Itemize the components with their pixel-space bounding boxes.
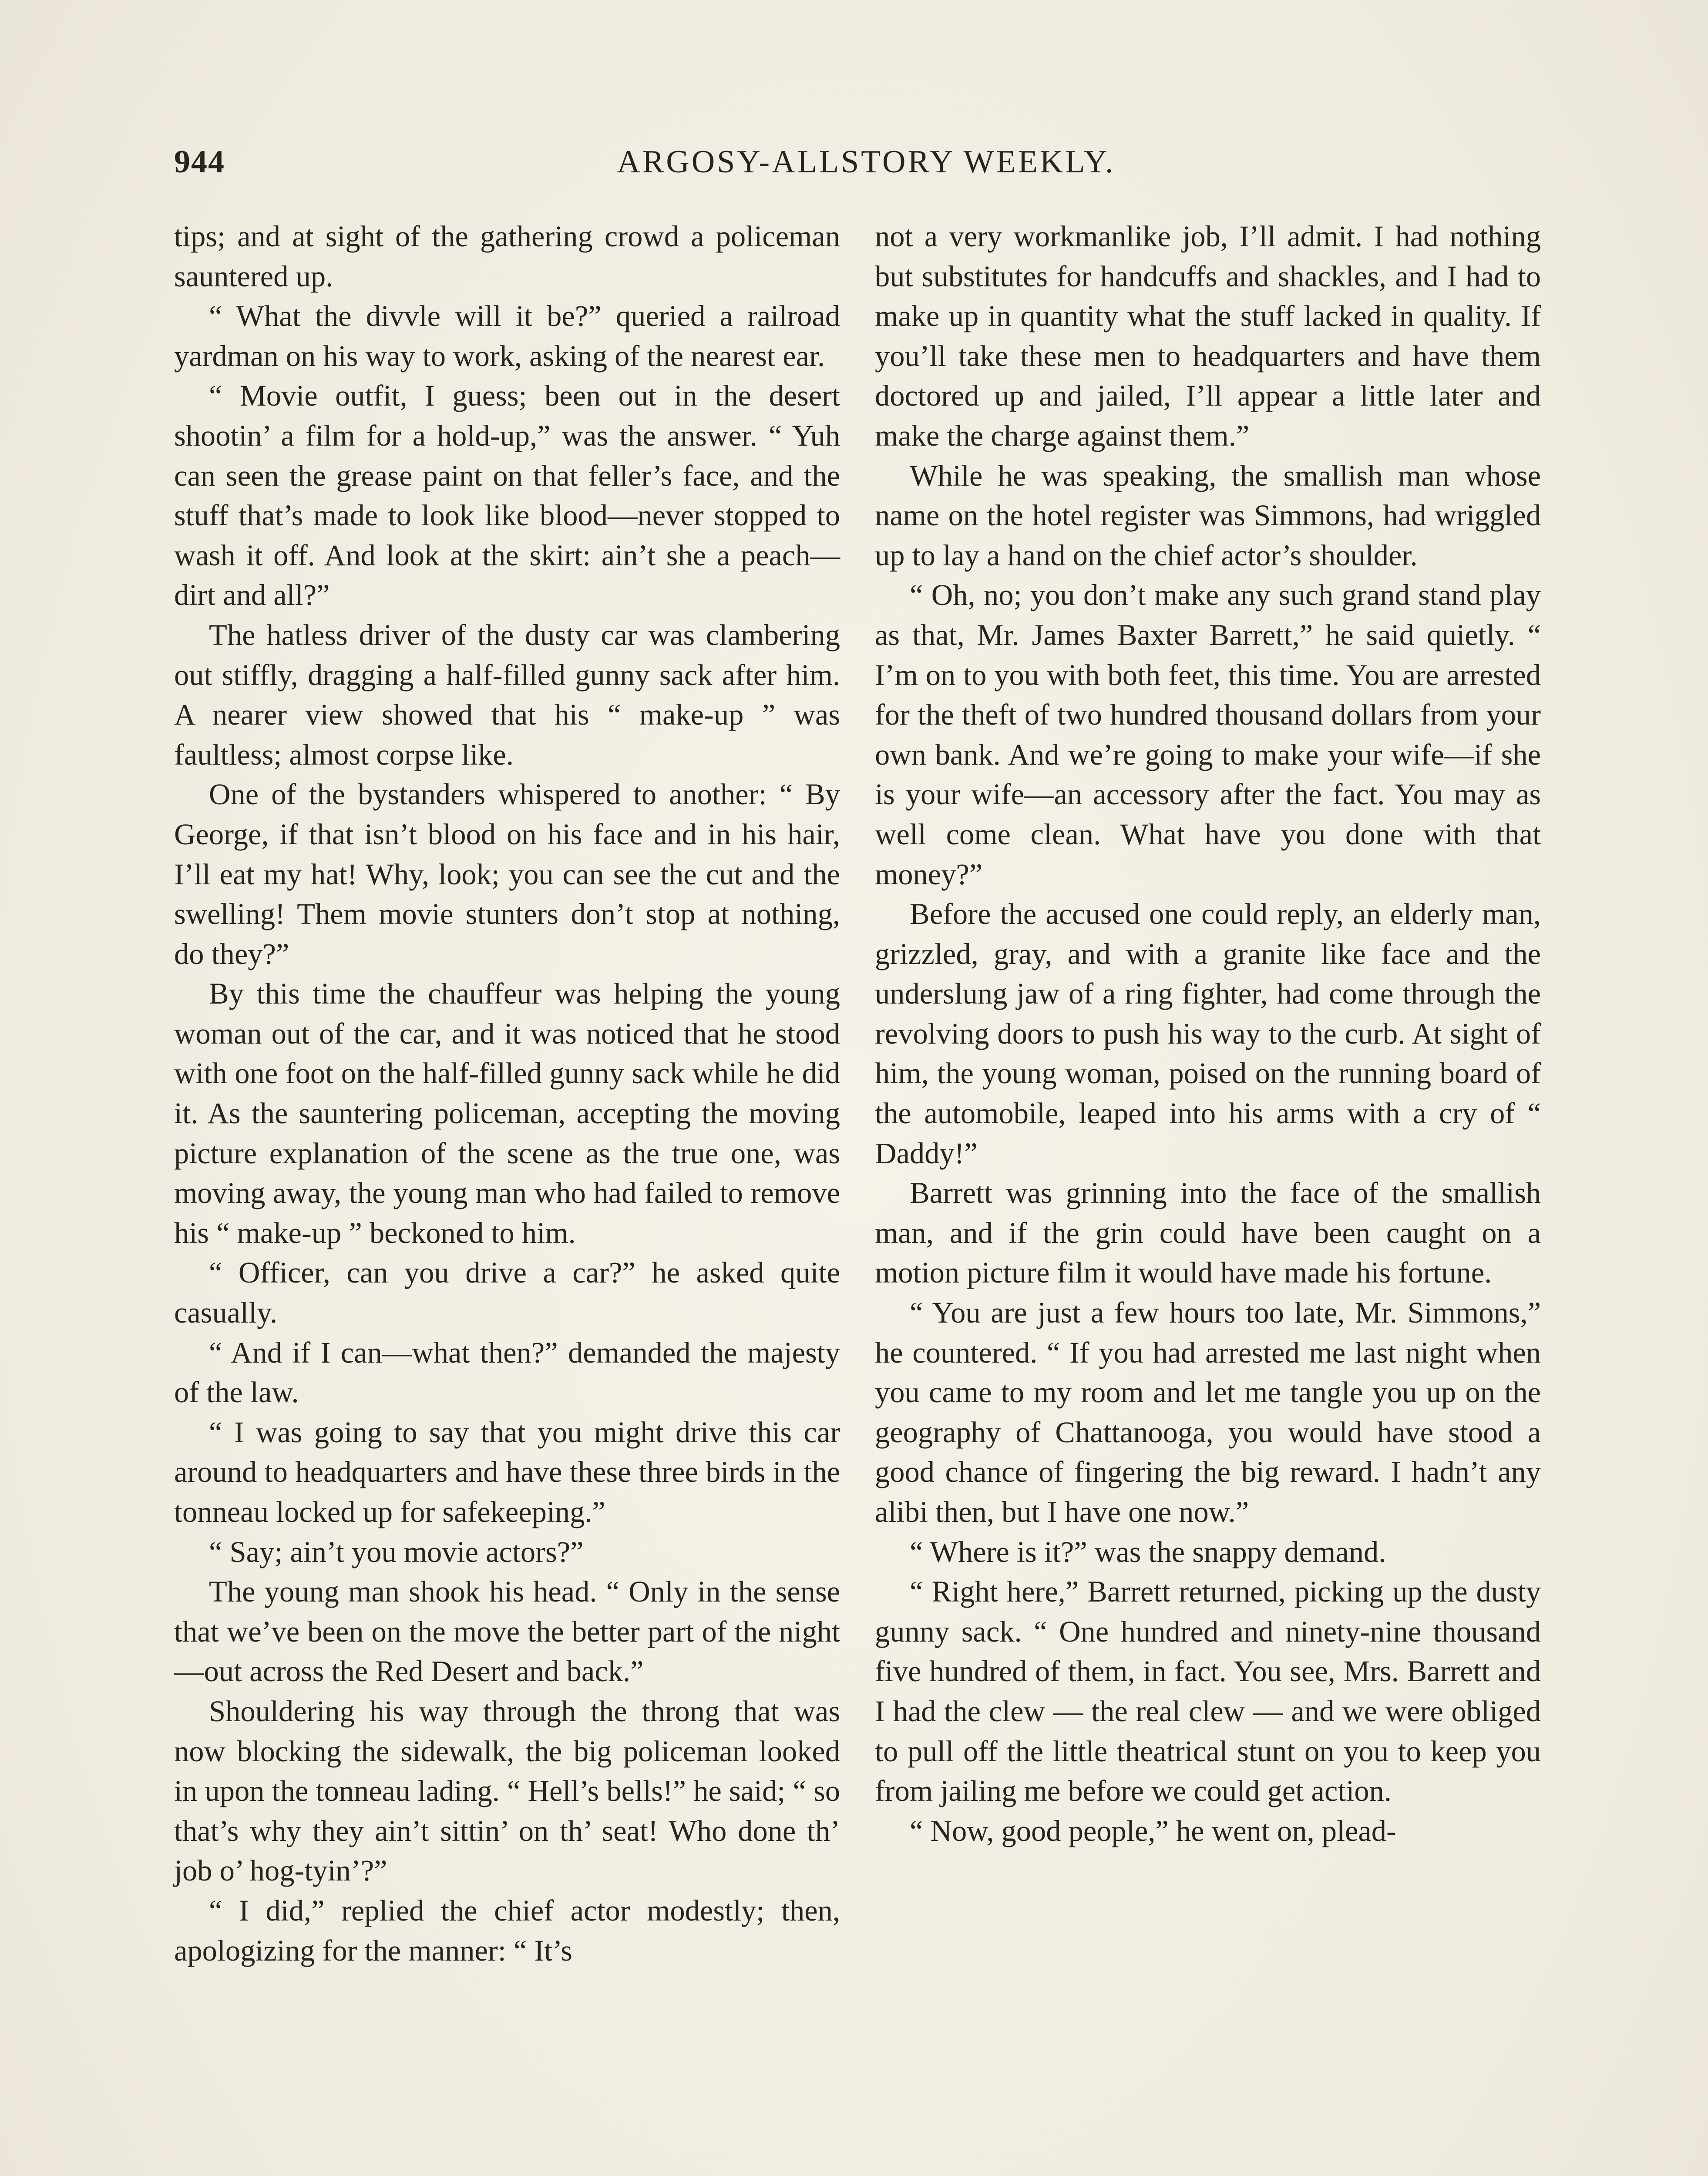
paragraph: Before the accused one could reply, an elderly man, grizzled, gray, and with a granite like face and the underslung jaw of a ring fighter, had come through the revolving doors to push his way to the curb. At sight of him, the young woman, poised on the running board of the automobile, leaped into his arms with a cry of “ Daddy!”	[875, 897, 1541, 1170]
paragraph: “ Right here,” Barrett returned, picking up the dusty gunny sack. “ One hundred and ninety-nine thousand five hundred of them, in fact. You see, Mrs. Barrett and I had the clew — the real clew — and we were obliged to pull off the little theatrical stunt on you to keep you from jailing me before we could get action.	[875, 1575, 1541, 1808]
paragraph: “ Movie outfit, I guess; been out in the desert shootin’ a film for a hold-up,” was the answer. “ Yuh can seen the grease paint on that feller’s face, and the stuff that’s made to look like blood—never stopped to wash it off. And look at the skirt: ain’t she a peach—dirt and all?”	[174, 379, 840, 612]
paragraph: not a very workmanlike job, I’ll admit. I had nothing but substitutes for handcuffs and shackles, and I had to make up in quantity what the stuff lacked in quality. If you’ll take these men to headquarters and have them doctored up and jailed, I’ll appear a little later and make the charge against them.”	[875, 220, 1541, 452]
paragraph: “ And if I can—what then?” demanded the majesty of the law.	[174, 1336, 840, 1409]
paragraph: “ Officer, can you drive a car?” he asked quite casually.	[174, 1256, 840, 1330]
paragraph: “ Now, good people,” he went on, plead-	[910, 1814, 1396, 1847]
paragraph: “ What the divvle will it be?” queried a railroad yardman on his way to work, asking of the nearest ear.	[174, 299, 840, 373]
paragraph: “ You are just a few hours too late, Mr. Simmons,” he countered. “ If you had arrested me last night when you came to my room and let me tangle you up on the geography of Chattanooga, you would have stood a good chance of fingering the big reward. I hadn’t any alibi then, but I have one now.”	[875, 1296, 1541, 1528]
paragraph: “ Say; ain’t you movie actors?”	[209, 1535, 584, 1568]
paragraph: “ I did,” replied the chief actor modestly; then, apologizing for the manner: “ It’s	[174, 1894, 840, 1967]
right-column	[875, 217, 1541, 1851]
paragraph: Shouldering his way through the throng that was now blocking the sidewalk, the big policeman looked in upon the tonneau lading. “ Hell’s bells!” he said; “ so that’s why they ain’t sittin’ on th’ seat! Who done th’ job o’ hog-tyin’?”	[174, 1694, 840, 1887]
paragraph: While he was speaking, the smallish man whose name on the hotel register was Simmons, had wriggled up to lay a hand on the chief actor’s shoulder.	[875, 459, 1541, 572]
paragraph: The hatless driver of the dusty car was clambering out stiffly, dragging a half-filled gunny sack after him. A nearer view showed that his “ make-up ” was faultless; almost corpse like.	[174, 618, 840, 771]
paragraph: The young man shook his head. “ Only in the sense that we’ve been on the move the better part of the night—out across the Red Desert and back.”	[174, 1575, 840, 1688]
paragraph: By this time the chauffeur was helping the young woman out of the car, and it was noticed that he stood with one foot on the half-filled gunny sack while he did it. As the sauntering policeman, accepting the moving picture explanation of the scene as the true one, was moving away, the young man who had failed to remove his “ make-up ” beckoned to him.	[174, 977, 840, 1249]
paragraph: tips; and at sight of the gathering crowd a policeman sauntered up.	[174, 220, 840, 293]
paragraph: “ Where is it?” was the snappy demand.	[910, 1535, 1386, 1568]
paragraph: “ Oh, no; you don’t make any such grand stand play as that, Mr. James Baxter Barrett,” he said quietly. “ I’m on to you with both feet, this time. You are arrested for the theft of two hundred thousand dollars from your own bank. And we’re going to make your wife—if she is your wife—an accessory after the fact. You may as well come clean. What have you done with that money?”	[875, 578, 1541, 891]
paragraph: One of the bystanders whispered to another: “ By George, if that isn’t blood on his face and in his hair, I’ll eat my hat! Why, look; you can see the cut and the swelling! Them movie stunters don’t stop at nothing, do they?”	[174, 778, 840, 970]
page-header	[174, 144, 1558, 196]
page-number: 944	[174, 144, 225, 180]
paragraph: Barrett was grinning into the face of the smallish man, and if the grin could have been caught on a motion picture film it would have made his fortune.	[875, 1176, 1541, 1289]
paragraph: “ I was going to say that you might drive this car around to headquarters and have these three birds in the tonneau locked up for safekeeping.”	[174, 1415, 840, 1528]
running-head: ARGOSY-ALLSTORY WEEKLY.	[617, 144, 1116, 180]
left-column	[174, 217, 840, 1971]
